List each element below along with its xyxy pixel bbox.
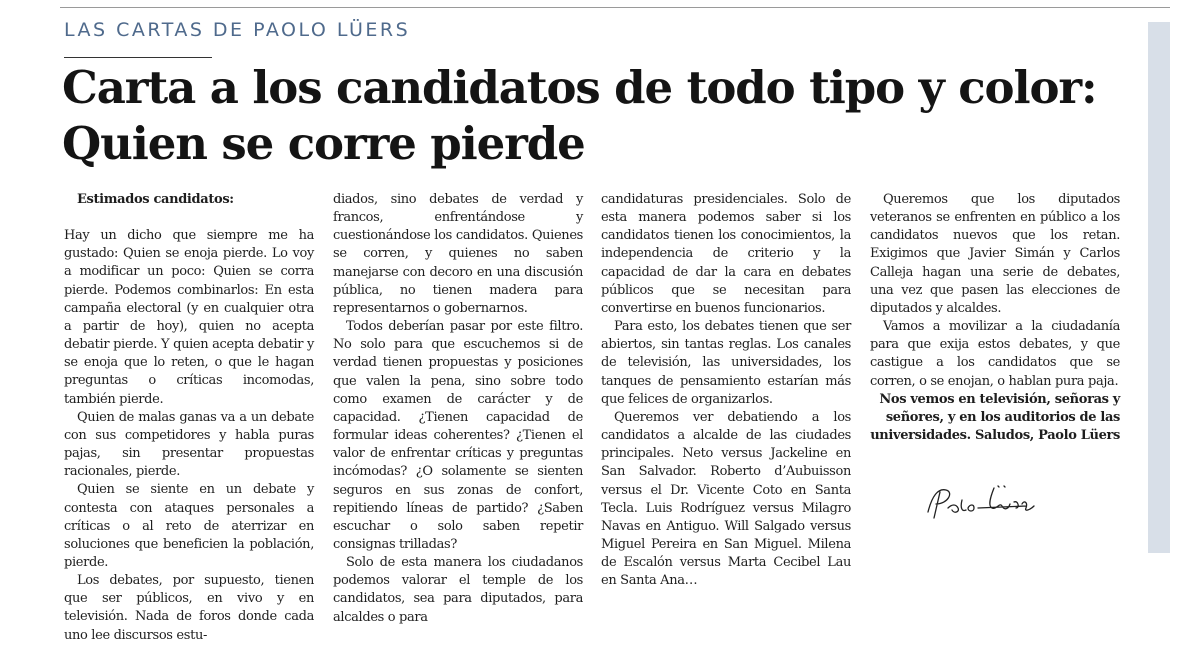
paragraph-2: Quien de malas ganas va a un debate con sus competidores y habla puras pajas, sin presentar propuestas racionales, pierde. (64, 409, 314, 480)
paragraph-6-end: candidaturas presidenciales. Solo de esta manera podemos saber si los candidatos tienen los conocimientos, la independencia de criterio y la capacidad de dar la cara en debates públicos que se necesitan para convertirse en buenos funcionarios. (601, 192, 851, 316)
section-kicker: LAS CARTAS DE PAOLO LÜERS (64, 19, 411, 41)
paragraph-5: Todos deberían pasar por este filtro. No solo para que escuchemos si de verdad tienen propuestas y posiciones que valen la pena, sino sobre todo como examen de carácter y de capacidad. ¿Tienen capacidad de formular ideas coherentes? ¿Tienen el valor de enfrentar críticas y preguntas incómodas? ¿O solamente se sienten seguros en sus zonas de confort, repitiendo líneas de partido? ¿Saben escuchar o solo saben repetir consignas trilladas? (333, 319, 583, 552)
paragraph-4-end: diados, sino debates de verdad y francos, enfrentándose y cuestionándose los candidatos. Quienes se corren, y quienes no saben manejarse con decoro en una discusión pública, no tienen madera para representarnos o gobernarnos. (333, 192, 583, 316)
salutation: Estimados candidatos: (77, 192, 234, 207)
signoff: Nos vemos en televisión, señoras y señores, y en los auditorios de las universidades. Saludos, Paolo Lüers (870, 391, 1120, 444)
paragraph-8: Queremos ver debatiendo a los candidatos a alcalde de las ciudades principales. Neto versus Jackeline en San Salvador. Roberto d’Aubuisson versus el Dr. Vicente Coto en Santa Tecla. Luis Rodríguez versus Milagro Navas en Antiguo. Will Salgado versus Miguel Pereira en San Miguel. Milena de Escalón versus Marta Cecibel Lau en Santa Ana… (601, 409, 851, 589)
column-1 (64, 191, 314, 643)
sidebar-accent (1148, 22, 1170, 553)
top-rule (60, 7, 1170, 8)
kicker-rule (64, 57, 212, 58)
paragraph-4-start: Los debates, por supuesto, tienen que ser públicos, en vivo y en televisión. Nada de foros donde cada uno lee discursos estu- (64, 573, 314, 643)
paragraph-7: Para esto, los debates tienen que ser abiertos, sin tantas reglas. Los canales de televisión, las universidades, los tanques de pensamiento estarían más que felices de organizarlos. (601, 319, 851, 407)
paragraph-9: Queremos que los diputados veteranos se enfrenten en público a los candidatos nuevos que los retan. Exigimos que Javier Simán y Carlos Calleja hagan una serie de debates, una vez que pasen las elecciones de diputados y alcaldes. (870, 192, 1120, 316)
headline: Carta a los candidatos de todo tipo y color: Quien se corre pierde (62, 61, 1097, 170)
column-2 (333, 191, 583, 625)
paragraph-3: Quien se siente en un debate y contesta con ataques personales a críticas o al reto de aterrizar en soluciones que beneficien la población, pierde. (64, 482, 314, 570)
handwritten-signature (918, 478, 1048, 526)
paragraph-6-start: Solo de esta manera los ciudadanos podemos valorar el temple de los candidatos, sea para diputados, para alcaldes o para (333, 555, 583, 625)
paragraph-1: Hay un dicho que siempre me ha gustado: Quien se enoja pierde. Lo voy a modificar un poco: Quien se corra pierde. Podemos combinarlos: En esta campaña electoral (y en cualquier otra a partir de hoy), quien no acepta debatir pierde. Y quien acepta debatir y se enoja que lo reten, o que le hagan preguntas o críticas incomodas, también pierde. (64, 228, 314, 407)
paragraph-10: Vamos a movilizar a la ciudadanía para que exija estos debates, y que castigue a los candidatos que se corren, o se enojan, o hablan pura paja. (870, 319, 1120, 389)
column-3 (601, 191, 851, 589)
